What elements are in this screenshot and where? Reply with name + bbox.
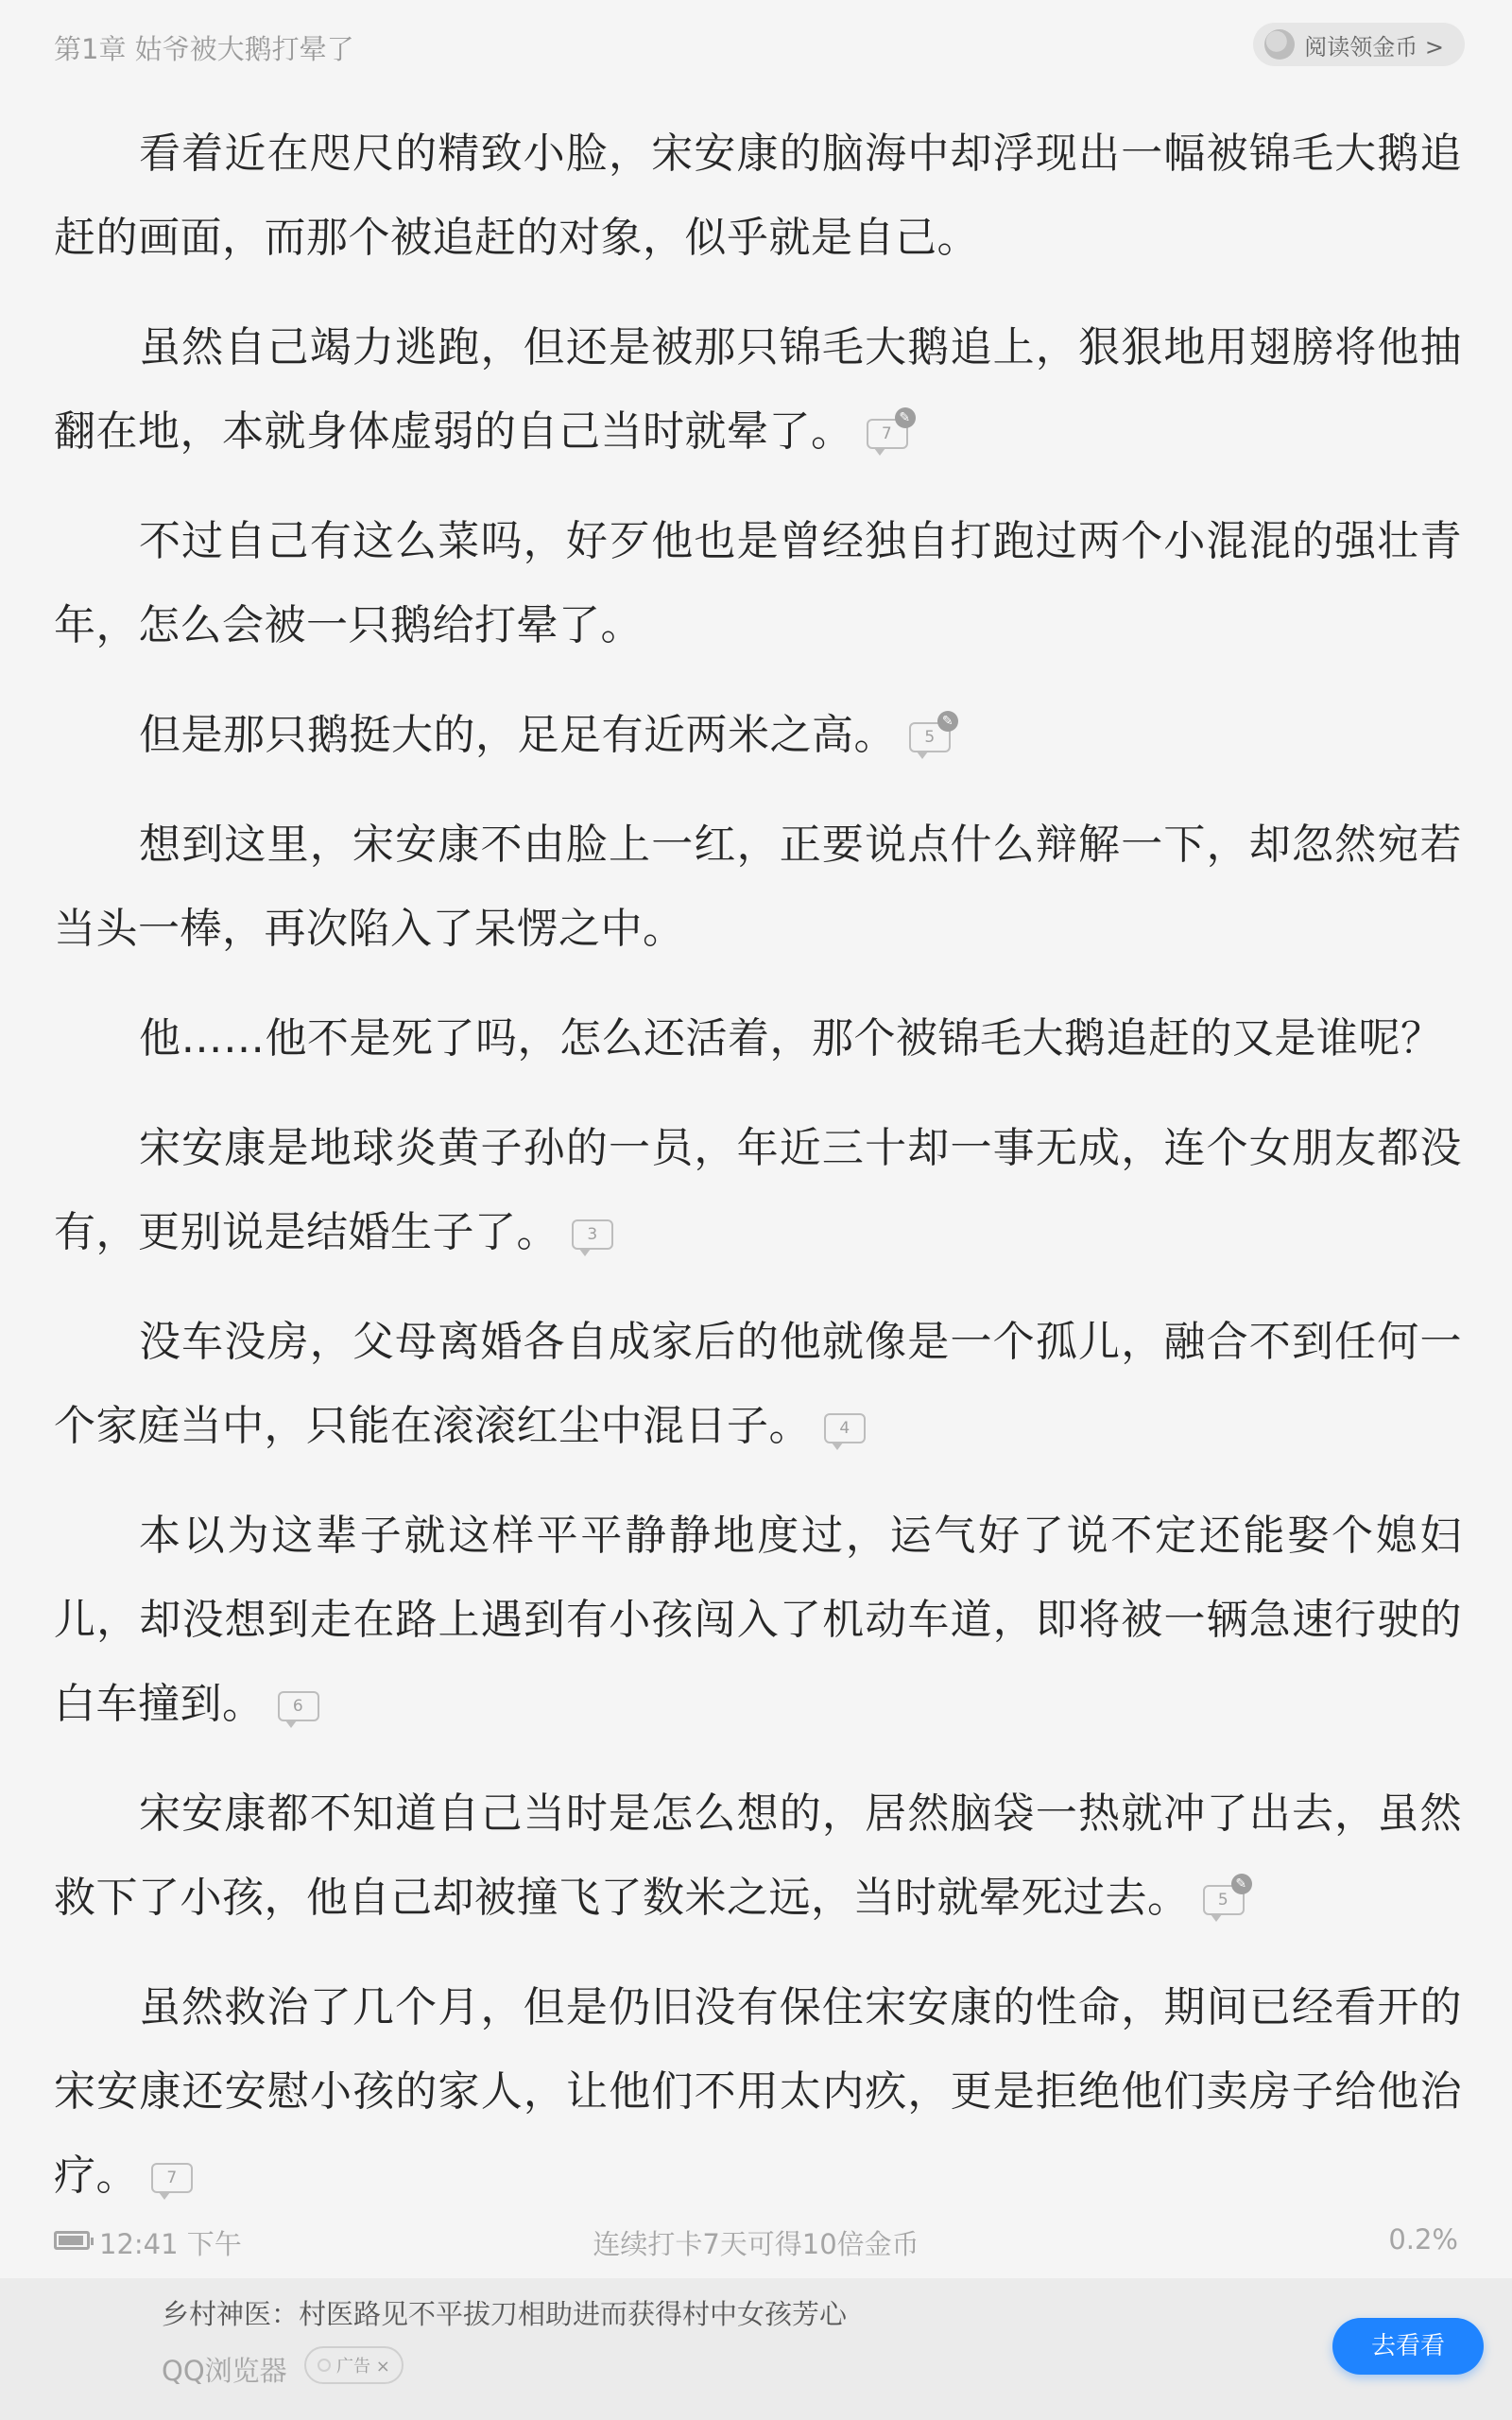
reading-progress: 0.2% — [1388, 2223, 1458, 2256]
pen-icon: ✎ — [895, 407, 916, 428]
paragraph-comment-icon[interactable]: 6 — [278, 1691, 319, 1721]
paragraph-comment-icon[interactable]: 5 ✎ — [1203, 1885, 1245, 1915]
ad-close-badge[interactable] — [304, 2346, 404, 2384]
paragraph-comment-icon[interactable]: 7 — [151, 2163, 193, 2193]
ad-badge-label: 广告 × — [336, 2357, 390, 2377]
paragraph: 虽然自己竭力逃跑，但还是被那只锦毛大鹅追上，狠狠地用翅膀将他抽翻在地，本就身体虚弱的自己当时就晕了。 7 ✎ — [54, 323, 1462, 456]
reader-header — [0, 0, 1512, 91]
paragraph-comment-icon[interactable]: 4 — [824, 1413, 866, 1443]
ad-info-icon — [318, 2359, 331, 2372]
paragraph: 他……他不是死了吗，怎么还活着，那个被锦毛大鹅追赶的又是谁呢？ — [139, 1014, 1443, 1063]
read-earn-coins-button[interactable] — [1253, 23, 1465, 66]
paragraph-comment-icon[interactable]: 5 ✎ — [909, 722, 951, 752]
ad-banner[interactable] — [0, 2278, 1512, 2420]
paragraph: 没车没房，父母离婚各自成家后的他就像是一个孤儿，融合不到任何一个家庭当中，只能在滚滚红尘中混日子。 4 — [54, 1318, 1462, 1450]
chapter-content — [54, 112, 1462, 2243]
paragraph: 虽然救治了几个月，但是仍旧没有保住宋安康的性命，期间已经看开的宋安康还安慰小孩的家人，让他们不用太内疚，更是拒绝他们卖房子给他治疗。 7 — [54, 1983, 1462, 2200]
clock-time: 12:41 下午 — [99, 2228, 242, 2260]
pen-icon: ✎ — [1231, 1874, 1252, 1894]
paragraph: 宋安康是地球炎黄子孙的一员，年近三十却一事无成，连个女朋友都没有，更别说是结婚生子了。 3 — [54, 1124, 1462, 1256]
checkin-promo[interactable]: 连续打卡7天可得10倍金币 — [593, 2228, 919, 2260]
paragraph: 但是那只鹅挺大的，足足有近两米之高。 5 ✎ — [54, 693, 1462, 777]
paragraph-comment-icon[interactable]: 7 ✎ — [867, 419, 908, 449]
paragraph: 想到这里，宋安康不由脸上一红，正要说点什么辩解一下，却忽然宛若当头一棒，再次陷入了呆愣之中。 — [54, 821, 1462, 953]
paragraph: 宋安康都不知道自己当时是怎么想的，居然脑袋一热就冲了出去，虽然救下了小孩，他自己却被撞飞了数米之远，当时就晕死过去。 5 ✎ — [54, 1789, 1462, 1922]
ad-source: QQ浏览器 — [162, 2355, 287, 2387]
paragraph-comment-icon[interactable]: 3 — [572, 1219, 613, 1250]
reader-status-bar — [0, 2223, 1512, 2261]
coin-button-label: 阅读领金币 > — [1304, 33, 1444, 60]
paragraph: 本以为这辈子就这样平平静静地度过，运气好了说不定还能娶个媳妇儿，却没想到走在路上遇到有小孩闯入了机动车道，即将被一辆急速行驶的白车撞到。 6 — [54, 1512, 1462, 1728]
chapter-title: 第1章 姑爷被大鹅打晕了 — [54, 33, 354, 65]
paragraph: 看着近在咫尺的精致小脸，宋安康的脑海中却浮现出一幅被锦毛大鹅追赶的画面，而那个被追赶的对象，似乎就是自己。 — [54, 130, 1462, 262]
coin-icon — [1264, 29, 1295, 60]
paragraph: 不过自己有这么菜吗，好歹他也是曾经独自打跑过两个小混混的强壮青年，怎么会被一只鹅给打晕了。 — [54, 517, 1462, 649]
ad-title[interactable]: 乡村神医：村医路见不平拔刀相助进而获得村中女孩芳心 — [162, 2298, 848, 2330]
go-watch-button[interactable]: 去看看 — [1332, 2318, 1484, 2375]
pen-icon: ✎ — [937, 711, 958, 732]
